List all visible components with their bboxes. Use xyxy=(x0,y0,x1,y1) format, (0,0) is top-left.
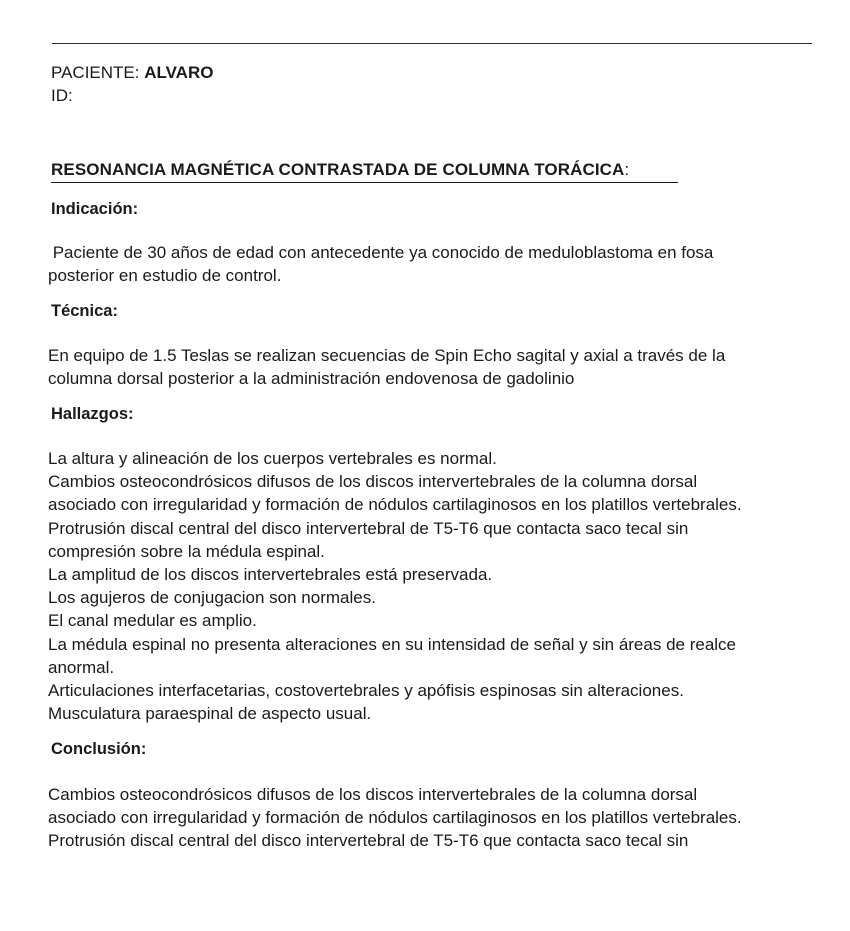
paragraph-line: La altura y alineación de los cuerpos vertebrales es normal. xyxy=(48,449,497,468)
section-heading-conclusion: Conclusión: xyxy=(51,740,147,758)
patient-line xyxy=(51,63,213,83)
report-title xyxy=(51,160,629,180)
paragraph-line: Cambios osteocondrósicos difusos de los discos intervertebrales de la columna dorsal xyxy=(48,472,698,492)
patient-label: PACIENTE: xyxy=(51,63,145,82)
paragraph-line: asociado con irregularidad y formación de nódulos cartilaginosos en los platillos vertebrales. xyxy=(48,808,742,828)
paragraph-line: Cambios osteocondrósicos difusos de los discos intervertebrales de la columna dorsal xyxy=(48,785,698,804)
patient-id-label: ID: xyxy=(51,86,73,105)
paragraph-line: Los agujeros de conjugacion son normales. xyxy=(48,588,376,608)
section-heading-hallazgos: Hallazgos: xyxy=(51,405,134,423)
paragraph-line: anormal. xyxy=(48,657,115,677)
section-heading-tecnica: Técnica: xyxy=(51,302,118,320)
paragraph-line: Articulaciones interfacetarias, costovertebrales y apófisis espinosas sin alteraciones. xyxy=(48,681,684,701)
header-divider xyxy=(52,43,812,44)
report-title-colon: : xyxy=(624,160,630,179)
paragraph-line: Paciente de 30 años de edad con antecedente ya conocido de meduloblastoma en fosa xyxy=(48,243,714,262)
section-body-tecnica xyxy=(48,344,818,390)
paragraph-line: En equipo de 1.5 Teslas se realizan secuencias de Spin Echo sagital y axial a través de la xyxy=(48,346,726,365)
section-heading-indicacion: Indicación: xyxy=(51,200,139,218)
paragraph-line: posterior en estudio de control. xyxy=(48,266,282,286)
paragraph-line: Musculatura paraespinal de aspecto usual. xyxy=(48,704,372,724)
paragraph-line: La amplitud de los discos intervertebrales está preservada. xyxy=(48,565,493,585)
paragraph-line: Protrusión discal central del disco intervertebral de T5-T6 que contacta saco tecal sin xyxy=(48,518,689,538)
paragraph-line: El canal medular es amplio. xyxy=(48,611,257,631)
paragraph-line: compresión sobre la médula espinal. xyxy=(48,541,325,561)
paragraph-line: asociado con irregularidad y formación de nódulos cartilaginosos en los platillos vertebrales. xyxy=(48,495,742,515)
section-body-hallazgos xyxy=(48,447,818,725)
paragraph-line: columna dorsal posterior a la administración endovenosa de gadolinio xyxy=(48,369,575,389)
patient-name: ALVARO xyxy=(144,63,214,82)
section-body-indicacion xyxy=(48,241,818,287)
section-body-conclusion xyxy=(48,783,818,853)
title-underline xyxy=(51,182,678,183)
report-title-text: RESONANCIA MAGNÉTICA CONTRASTADA DE COLUMNA TORÁCICA xyxy=(51,160,625,179)
paragraph-line: Protrusión discal central del disco intervertebral de T5-T6 que contacta saco tecal sin xyxy=(48,831,689,851)
paragraph-line: La médula espinal no presenta alteraciones en su intensidad de señal y sin áreas de realce xyxy=(48,634,737,654)
